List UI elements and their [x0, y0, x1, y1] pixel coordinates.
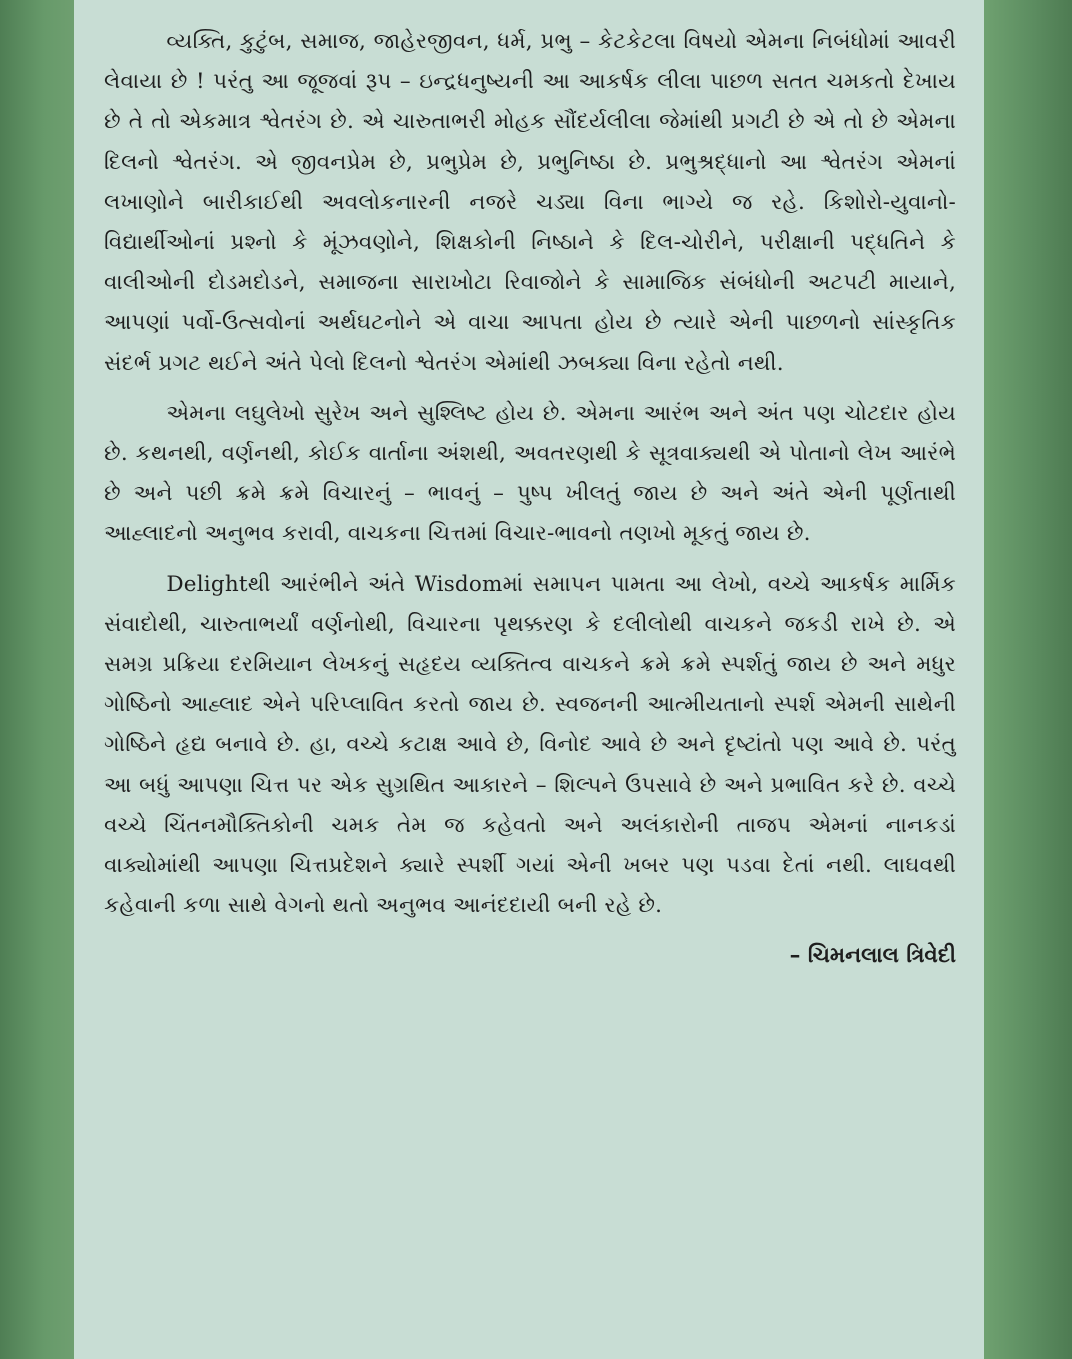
- book-cover-right-border: [984, 0, 1072, 1359]
- paragraph-3: Delightથી આરંભીને અંતે Wisdomમાં સમાપન પામતા આ લેખો, વચ્ચે આકર્ષક માર્મિક સંવાદોથી, ચારુતાભર્યાં વર્ણનોથી, વિચારના પૃથક્કરણ કે દલીલોથી વાચકને જકડી રાખે છે. એ સમગ્ર પ્રક્રિયા દરમિયાન લેખકનું સહૃદય વ્યક્તિત્વ વાચકને ક્રમે ક્રમે સ્પર્શતું જાય છે અને મધુર ગોષ્ઠિનો આહ્લાદ એને પરિપ્લાવિત કરતો જાય છે. સ્વજનની આત્મીયતાનો સ્પર્શ એમની સાથેની ગોષ્ઠિને હૃદ્ય બનાવે છે. હા, વચ્ચે કટાક્ષ આવે છે, વિનોદ આવે છે અને દૃષ્ટાંતો પણ આવે છે. પરંતુ આ બધું આપણા ચિત્ત પર એક સુગ્રથિત આકારને – શિલ્પને ઉપસાવે છે અને પ્રભાવિત કરે છે. વચ્ચે વચ્ચે ચિંતનમૌક્તિકોની ચમક તેમ જ કહેવતો અને અલંકારોની તાજપ એમનાં નાનકડાં વાક્યોમાંથી આપણા ચિત્તપ્રદેશને ક્યારે સ્પર્શી ગયાં એની ખબર પણ પડવા દેતાં નથી. લાઘવથી કહેવાની કળા સાથે વેગનો થતો અનુભવ આનંદદાયી બની રહે છે.: [104, 571, 956, 919]
- paragraph-2: એમના લઘુલેખો સુરેખ અને સુશ્લિષ્ટ હોય છે. એમના આરંભ અને અંત પણ ચોટદાર હોય છે. કથનથી, વર્ણનથી, કોઈક વાર્તાના અંશથી, અવતરણથી કે સૂત્રવાક્યથી એ પોતાનો લેખ આરંભે છે અને પછી ક્રમે ક્રમે વિચારનું – ભાવનું – પુષ્પ ખીલતું જાય છે અને અંતે એની પૂર્ણતાથી આહ્લાદનો અનુભવ કરાવી, વાચકના ચિત્તમાં વિચાર-ભાવનો તણખો મૂકતું જાય છે.: [104, 400, 956, 547]
- paragraph-1: વ્યક્તિ, કુટુંબ, સમાજ, જાહેરજીવન, ધર્મ, પ્રભુ – કેટકેટલા વિષયો એમના નિબંધોમાં આવરી લેવાયા છે ! પરંતુ આ જૂજવાં રૂપ – ઇન્દ્રધનુષ્યની આ આકર્ષક લીલા પાછળ સતત ચમકતો દેખાય છે તે તો એકમાત્ર શ્વેતરંગ છે. એ ચારુતાભરી મોહક સૌંદર્યલીલા જેમાંથી પ્રગટી છે એ તો છે એમના દિલનો શ્વેતરંગ. એ જીવનપ્રેમ છે, પ્રભુપ્રેમ છે, પ્રભુનિષ્ઠા છે. પ્રભુશ્રદ્ધાનો આ શ્વેતરંગ એમનાં લખાણોને બારીકાઈથી અવલોકનારની નજરે ચડ્યા વિના ભાગ્યે જ રહે. કિશોરો-યુવાનો-વિદ્યાર્થીઓનાં પ્રશ્નો કે મૂંઝવણોને, શિક્ષકોની નિષ્ઠાને કે દિલ-ચોરીને, પરીક્ષાની પદ્ધતિને કે વાલીઓની દોડમદોડને, સમાજના સારાખોટા રિવાજોને કે સામાજિક સંબંધોની અટપટી માયાને, આપણાં પર્વો-ઉત્સવોનાં અર્થઘટનોને એ વાચા આપતા હોય છે ત્યારે એની પાછળનો સાંસ્કૃતિક સંદર્ભ પ્રગટ થઈને અંતે પેલો દિલનો શ્વેતરંગ એમાંથી ઝબક્યા વિના રહેતો નથી.: [104, 29, 956, 376]
- author-signature: – ચિમનલાલ ત્રિવેદી: [789, 943, 956, 969]
- book-cover-left-border: [0, 0, 74, 1359]
- blurb-panel: [74, 0, 984, 1359]
